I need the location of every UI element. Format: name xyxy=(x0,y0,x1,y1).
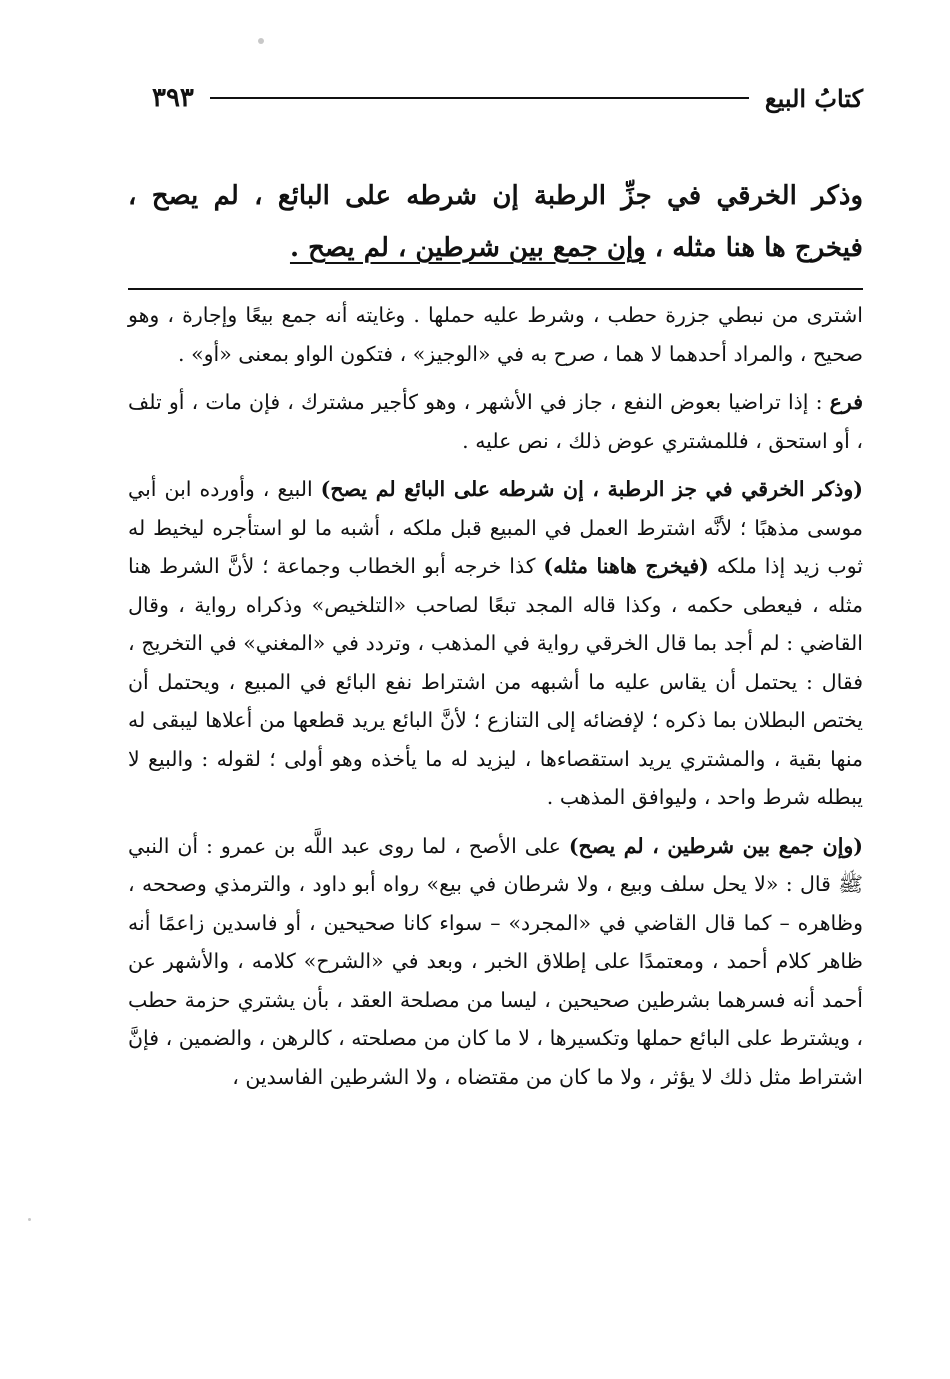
book-page xyxy=(128,78,863,1096)
main-text-part-1: وذكر الخرقي في جزِّ الرطبة إن شرطه على البائع ، لم يصح ، فيخرج ها هنا مثله ، xyxy=(128,181,863,263)
commentary-4-text-1: على الأصح ، لما روى عبد اللَّه بن عمرو : أن النبي ﷺ قال : «لا يحل سلف وبيع ، ولا شرطان في بيع» رواه أبو داود ، والترمذي وصححه ، وظاهره – كما قال القاضي في «المجرد» – سواء كانا صحيحين ، أو فاسدين زاعمًا أنه ظاهر كلام أحمد ، ومعتمدًا على إطلاق الخبر ، وبعد في «الشرح» كلامه ، والأشهر عن أحمد أنه فسرهما بشرطين صحيحين ، ليسا من مصلحة العقد ، بأن يشتري حزمة حطب ، ويشترط على البائع حملها وتكسيرها ، لا ما كان من مصلحته ، كالرهن ، والضمين ، فإنَّ اشتراط مثل ذلك لا يؤثر ، ولا ما كان من مقتضاه ، ولا الشرطين الفاسدين ، xyxy=(128,833,863,1089)
commentary-3-text-1: البيع ، وأورده ابن أبي موسى مذهبًا ؛ لأنَّه اشترط العمل في المبيع قبل ملكه ، أشبه ما لو استأجره ليخيط له ثوب زيد إذا ملكه xyxy=(128,477,864,578)
commentary-paragraph-2 xyxy=(128,383,863,460)
page-header xyxy=(128,78,863,118)
commentary-3-quote-2: (فيخرج هاهنا مثله) xyxy=(543,554,709,578)
commentary-paragraph-1 xyxy=(128,296,863,373)
commentary-2-text: : إذا تراضيا بعوض النفع ، جاز في الأشهر ، وهو كأجير مشترك ، فإن مات ، أو تلف ، أو استحق ، فللمشتري عوض ذلك ، نص عليه . xyxy=(128,390,863,453)
main-text-part-2: وإن جمع بين شرطين ، لم يصح . xyxy=(289,233,646,263)
header-rule xyxy=(210,97,749,99)
commentary-3-text-2: كذا خرجه أبو الخطاب وجماعة ؛ لأنَّ الشرط هنا مثله ، فيعطى حكمه ، وكذا قاله المجد تبعًا لصاحب «التلخيص» وذكراه رواية ، وقال القاضي : لم أجد بما قال الخرقي رواية في المذهب ، وتردد في «المغني» في التخريج ، فقال : يحتمل أن يقاس عليه ما أشبهه من اشتراط نفع البائع في المبيع ، ويحتمل أن يختص البطلان بما ذكره ؛ لإفضائه إلى التنازع ؛ لأنَّ البائع يريد قطعها من أعلاها ليبقى له منها بقية ، والمشتري يريد استقصاءها ، ليزيد له ما يأخذه وهو أولى ؛ لقوله : والبيع لا يبطله شرط واحد ، وليوافق المذهب . xyxy=(128,554,863,809)
commentary-3-quote-1: (وذكر الخرقي في جز الرطبة ، إن شرطه على البائع لم يصح) xyxy=(320,477,863,501)
far-label: فرع xyxy=(829,390,863,414)
main-text xyxy=(128,170,863,274)
page-number: ٣٩٣ xyxy=(152,83,194,113)
commentary-4-quote-1: (وإن جمع بين شرطين ، لم يصح) xyxy=(568,833,863,858)
commentary-1-text: اشترى من نبطي جزرة حطب ، وشرط عليه حملها . وغايته أنه جمع بيعًا وإجارة ، وهو صحيح ، والمراد أحدهما لا هما ، صرح به في «الوجيز» ، فتكون الواو بمعنى «أو» . xyxy=(128,303,863,366)
running-title: كتابُ البيع xyxy=(764,83,863,113)
commentary-paragraph-3 xyxy=(128,470,863,817)
scan-speck xyxy=(28,1218,31,1221)
commentary-paragraph-4 xyxy=(128,827,863,1097)
scan-speck xyxy=(258,38,264,44)
main-text-separator xyxy=(128,288,863,290)
